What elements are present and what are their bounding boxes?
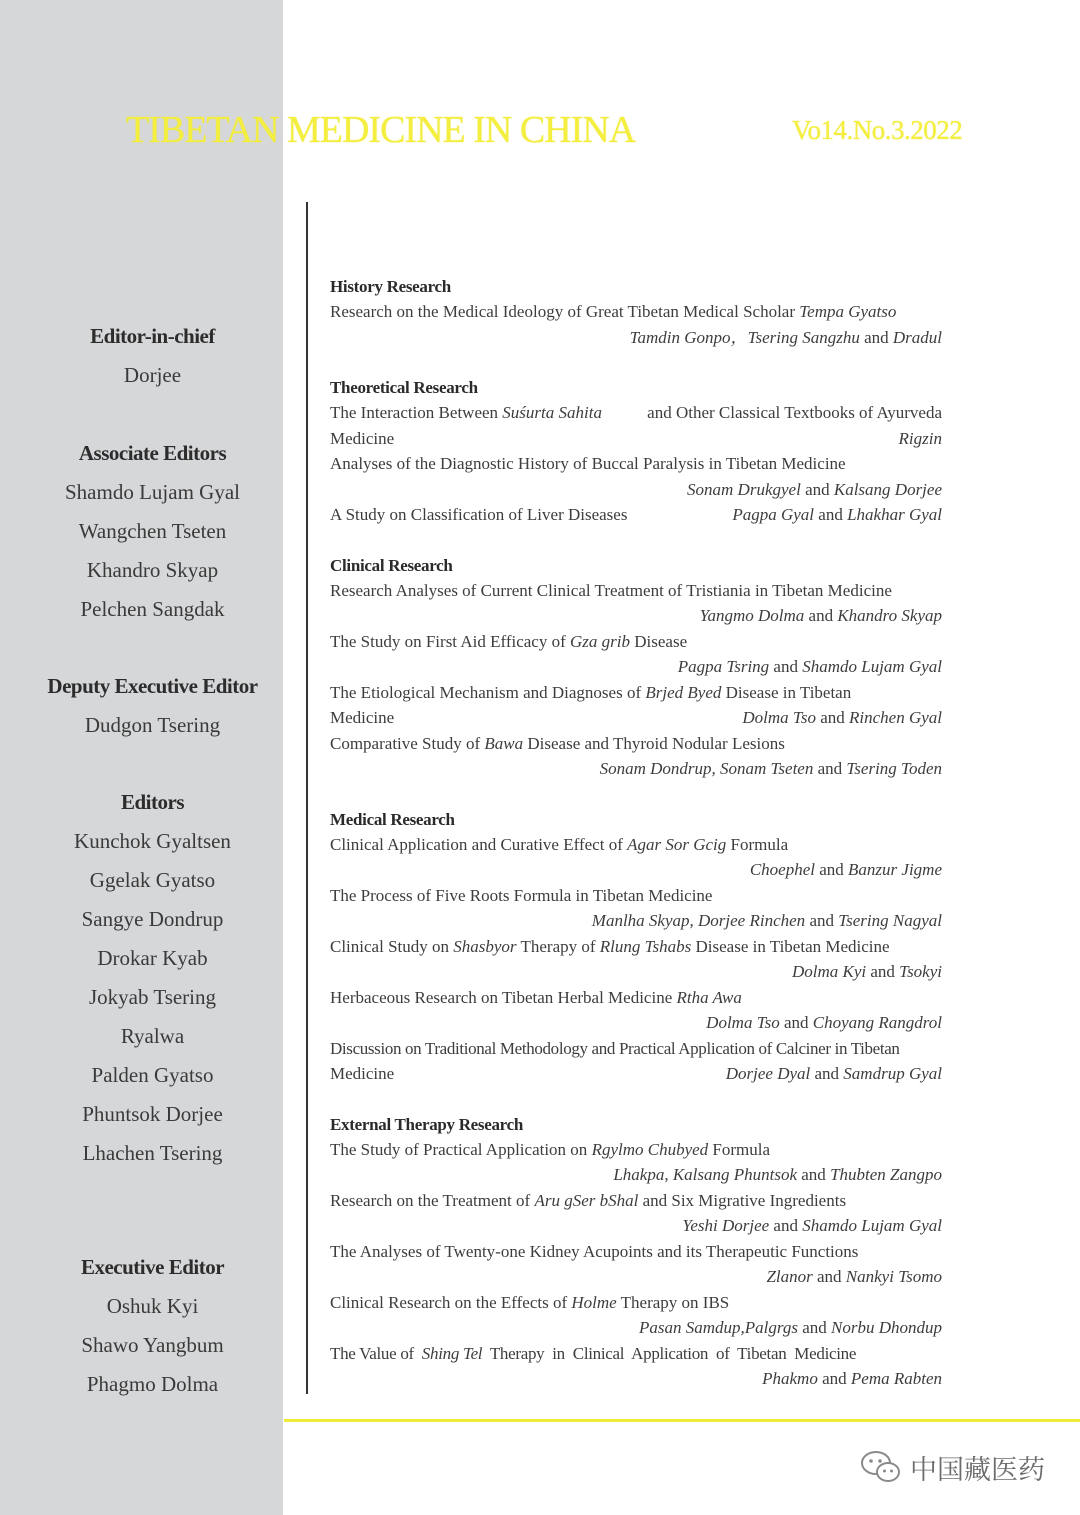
article-title: Analyses of the Diagnostic History of Buccal Paralysis in Tibetan Medicine [330, 454, 846, 473]
editor-name: Kunchok Gyaltsen [74, 829, 231, 853]
section-heading-history: History Research [330, 277, 451, 296]
editor-name: Dorjee [123, 363, 182, 387]
editor-name: Shawo Yangbum [81, 1333, 224, 1357]
editors-heading: Editors [120, 790, 184, 814]
article-authors: Pagpa Tsring and Shamdo Lujam Gyal [677, 657, 942, 676]
executive-editor-heading: Executive Editor [80, 1255, 225, 1279]
vertical-divider [306, 202, 308, 1394]
article-title: The Analyses of Twenty-one Kidney Acupoints and its Therapeutic Functions [330, 1241, 859, 1261]
deputy-executive-editor-heading: Deputy Executive Editor [47, 674, 258, 698]
editor-name: Drokar Kyab [97, 946, 208, 970]
deputy-executive-editor-group [0, 667, 305, 745]
yellow-divider [284, 1419, 1080, 1422]
article-title: The Value of Shing Tel Therapy in Clinical Application of Tibetan Medicine [330, 1343, 857, 1363]
article-title: The Etiological Mechanism and Diagnoses of Brjed Byed Disease in Tibetan [330, 682, 852, 702]
journal-issue: Vo14.No.3.2022 [792, 115, 963, 145]
editor-name: Palden Gyatso [91, 1063, 214, 1087]
section-heading-theoretical: Theoretical Research [330, 378, 478, 397]
section-heading-medical: Medical Research [330, 809, 455, 829]
watermark [860, 1447, 1045, 1487]
article-authors: Zlanor and Nankyi Tsomo [766, 1267, 942, 1286]
editor-name: Jokyab Tsering [88, 985, 217, 1009]
article-title: Medicine Dorjee Dyal and Samdrup Gyal [330, 1061, 942, 1087]
article-title: The Interaction Between Suśurta Sahita and Other Classical Textbooks of Ayurveda [330, 403, 942, 422]
article-authors: Dorjee Dyal and Samdrup Gyal [725, 1064, 942, 1083]
article-title: The Study of Practical Application on Rgylmo Chubyed Formula [330, 1139, 771, 1159]
article-title: Discussion on Traditional Methodology and Practical Application of Calciner in Tibetan [330, 1038, 900, 1058]
editor-name: Phagmo Dolma [86, 1372, 219, 1396]
editor-name: Pelchen Sangdak [80, 597, 225, 621]
article-authors: Dolma Kyi and Tsokyi [791, 962, 942, 981]
editor-name: Sangye Dondrup [81, 907, 224, 931]
article-authors: Lhakpa, Kalsang Phuntsok and Thubten Zangpo [613, 1165, 942, 1184]
wechat-icon [860, 1450, 902, 1484]
editor-name: Phuntsok Dorjee [82, 1102, 223, 1126]
article-title: Research on the Treatment of Aru gSer bShal and Six Migrative Ingredients [330, 1190, 847, 1210]
article-title: Research Analyses of Current Clinical Treatment of Tristiania in Tibetan Medicine [330, 580, 892, 600]
table-of-contents [330, 274, 942, 1392]
article-title: Clinical Application and Curative Effect of Agar Sor Gcig Formula [330, 834, 789, 854]
article-authors: Manlha Skyap, Dorjee Rinchen and Tsering Nagyal [591, 911, 942, 930]
article-title: Research on the Medical Ideology of Great Tibetan Medical Scholar Tempa Gyatso [330, 302, 897, 321]
article-authors: Sonam Dondrup, Sonam Tseten and Tsering Toden [599, 759, 942, 778]
editor-name: Lhachen Tsering [82, 1141, 223, 1165]
section-heading-clinical: Clinical Research [330, 555, 453, 575]
editor-in-chief-group [0, 317, 305, 395]
editor-name: Khandro Skyap [86, 558, 219, 582]
associate-editors-heading: Associate Editors [78, 441, 227, 465]
article-title: Comparative Study of Bawa Disease and Thyroid Nodular Lesions [330, 733, 785, 753]
executive-editor-group [0, 1248, 305, 1404]
editor-name: Shamdo Lujam Gyal [65, 480, 240, 504]
editor-name: Dudgon Tsering [84, 713, 221, 737]
section-heading-external: External Therapy Research [330, 1114, 524, 1134]
journal-title: TIBETAN MEDICINE IN CHINA [126, 109, 636, 151]
article-title: Medicine Dolma Tso and Rinchen Gyal [330, 705, 942, 731]
article-title: A Study on Classification of Liver Diseases Pagpa Gyal and Lhakhar Gyal [330, 502, 942, 528]
article-authors: Sonam Drukgyel and Kalsang Dorjee [687, 479, 942, 499]
editor-name: Oshuk Kyi [106, 1294, 199, 1318]
editor-in-chief-heading: Editor-in-chief [90, 324, 215, 348]
article-title: The Process of Five Roots Formula in Tibetan Medicine [330, 885, 713, 905]
article-title: Clinical Research on the Effects of Holme Therapy on IBS [330, 1292, 730, 1312]
article-authors: Yangmo Dolma and Khandro Skyap [699, 606, 942, 625]
editor-name: Ggelak Gyatso [89, 868, 216, 892]
article-title: The Study on First Aid Efficacy of Gza grib Disease [330, 631, 688, 651]
article-authors: Dolma Tso and Rinchen Gyal [742, 708, 942, 727]
article-title: Medicine Rigzin [330, 426, 942, 452]
article-title: Herbaceous Research on Tibetan Herbal Medicine Rtha Awa [330, 987, 742, 1007]
associate-editors-group [0, 434, 305, 629]
article-authors: Pasan Samdup,Palgrgs and Norbu Dhondup [638, 1318, 942, 1337]
article-authors: Yeshi Dorjee and Shamdo Lujam Gyal [682, 1216, 942, 1235]
article-authors: Phakmo and Pema Rabten [762, 1369, 942, 1388]
editor-name: Wangchen Tseten [78, 519, 227, 543]
article-authors: Choephel and Banzur Jigme [749, 860, 942, 879]
article-authors: Tamdin Gonpo，Tsering Sangzhu and Dradul [629, 327, 942, 347]
article-authors: Rigzin [898, 428, 942, 448]
watermark-text: 中国藏医药 [910, 1454, 1045, 1486]
editor-name: Ryalwa [120, 1024, 185, 1048]
editors-group [0, 783, 305, 1173]
article-title: Clinical Study on Shasbyor Therapy of Rlung Tshabs Disease in Tibetan Medicine [330, 936, 890, 956]
article-authors: Pagpa Gyal and Lhakhar Gyal [732, 505, 942, 524]
article-authors: Dolma Tso and Choyang Rangdrol [706, 1013, 942, 1032]
